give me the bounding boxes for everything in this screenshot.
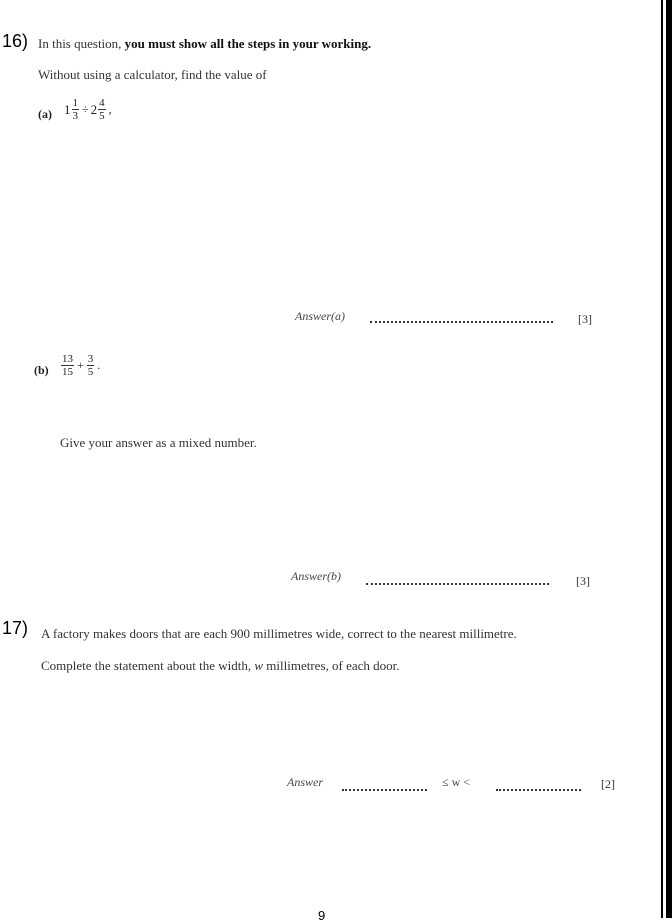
q16-part-b-label: (b) (34, 363, 49, 377)
denominator: 5 (99, 110, 105, 122)
fraction (98, 97, 106, 122)
q16-part-b-expression (60, 353, 102, 378)
q17-text: A factory makes doors that are each 900 millimetres wide, correct to the nearest millimetre. (41, 626, 517, 641)
trailing-punctuation: , (108, 102, 112, 116)
q17-answer-lower-line[interactable] (342, 789, 427, 791)
numerator: 1 (72, 97, 78, 109)
q16-answer-b-label: Answer(b) (291, 569, 341, 583)
variable-w: w (254, 658, 264, 673)
divide-operator: ÷ (82, 102, 89, 116)
q16-intro-prefix: In this question, (38, 36, 125, 51)
numerator: 4 (99, 97, 105, 109)
q16-intro (38, 36, 371, 52)
q16-instruction: Without using a calculator, find the value of (38, 67, 267, 82)
q17-answer-upper-line[interactable] (496, 789, 581, 791)
whole-number: 1 (64, 101, 71, 117)
q17-marks: [2] (601, 777, 615, 791)
q16-answer-a-line[interactable] (370, 321, 553, 323)
q16-part-a-label: (a) (38, 107, 52, 121)
q16-intro-bold: you must show all the steps in your working. (124, 36, 372, 51)
numerator: 13 (62, 353, 73, 365)
page-number: 9 (318, 908, 326, 923)
whole-number: 2 (90, 101, 98, 117)
q16-part-a-expression (64, 97, 114, 122)
page-border-outer (666, 0, 672, 918)
fraction (61, 353, 74, 378)
fraction (72, 97, 80, 122)
page-border-inner (661, 0, 663, 918)
denominator: 5 (87, 366, 94, 378)
denominator: 15 (62, 366, 73, 378)
q16-answer-b-line[interactable] (366, 583, 549, 585)
denominator: 3 (72, 110, 78, 122)
q17-inequality: ≤ w < (442, 775, 471, 789)
q16-part-b-instruction: Give your answer as a mixed number. (60, 435, 257, 450)
q16-part-b-marks: [3] (576, 574, 590, 588)
question-number-16: 16) (2, 31, 29, 51)
q16-part-a-marks: [3] (578, 312, 592, 326)
plus-operator: + (77, 358, 84, 372)
fraction (87, 353, 95, 378)
q17-instruction (41, 658, 400, 674)
q17-instruction-suffix: millimetres, of each door. (263, 658, 400, 673)
q17-answer-label: Answer (287, 775, 323, 789)
q16-answer-a-label: Answer(a) (295, 309, 345, 323)
q17-instruction-prefix: Complete the statement about the width, (41, 658, 255, 673)
question-number-17: 17) (2, 618, 29, 638)
numerator: 3 (87, 353, 94, 365)
trailing-punctuation: . (97, 358, 101, 372)
